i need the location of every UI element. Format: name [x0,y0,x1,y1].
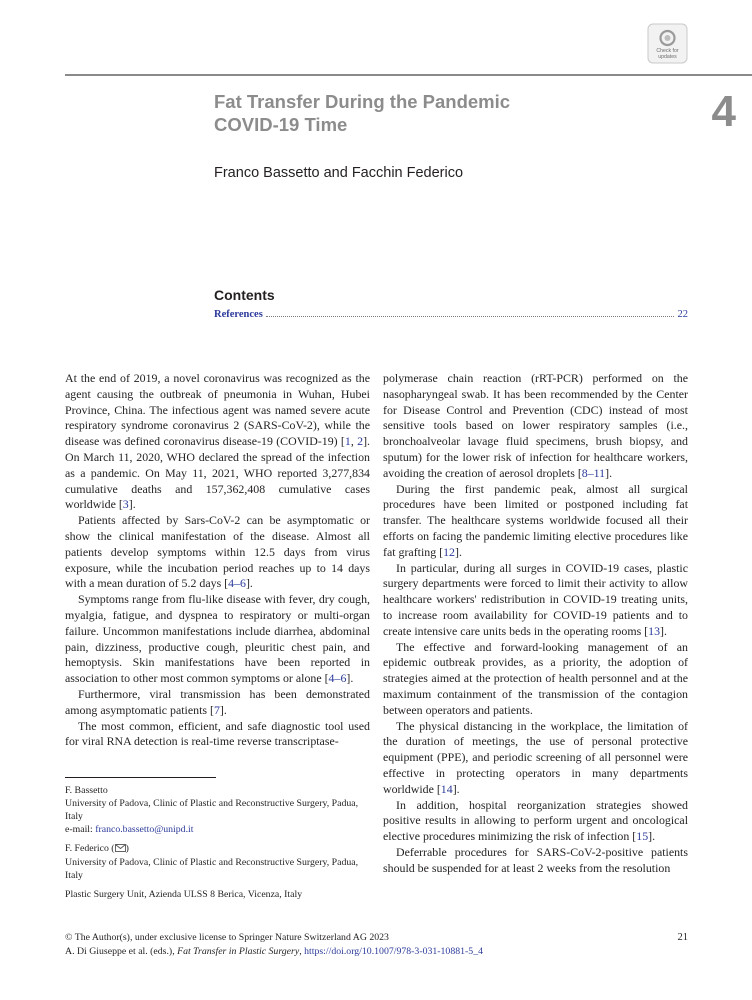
paragraph-text: ]. [660,623,667,638]
copyright-line: © The Author(s), under exclusive license to Springer Nature Switzerland AG 2023 [65,932,389,943]
chapter-title [214,90,614,136]
paragraph-text: ]. [219,702,227,717]
author-email-link[interactable]: franco.bassetto@unipd.it [95,824,194,835]
paragraph [383,719,688,798]
paragraph-text: polymerase chain reaction (rRT-PCR) performed on the nasopharyngeal swab. It has been recommended by the Center for Disease Control and Prevention (CDC) instead of most sensitive tools based on lower respiratory samples (i.e., bronchoalveolar lavage fluid specimens, brush biopsy, and sputum) for the lower risk of infection for healthcare workers, avoiding the creation of aerosol droplets [ [383,371,688,480]
author-name [65,842,370,856]
paragraph-text: Patients affected by Sars-CoV-2 can be asymptomatic or show the clinical manifestation of the disease. Almost all patients develop symptoms within 12.5 days from virus exposure, while the incubation period reaches up to 14 days with a mean duration of 5.2 days [ [65,513,370,591]
paragraph [65,513,370,592]
citation-link[interactable]: 8–11 [581,465,606,480]
author-affiliation: Plastic Surgery Unit, Azienda ULSS 8 Berica, Vicenza, Italy [65,889,303,900]
paragraph-text: During the first pandemic peak, almost all surgical procedures have been limited or postponed including fat transfer. The healthcare systems worldwide focused all their efforts on facing the pandemic limiting elective procedures like fat grafting [ [383,481,688,559]
paragraph-text: ]. [648,829,656,844]
footnote-rule [65,777,216,778]
citation-link[interactable]: 15 [636,829,649,844]
citation-link[interactable]: 1 [344,434,351,449]
paragraph-text: The most common, efficient, and safe diagnostic tool used for viral RNA detection is real-time reverse transcriptase- [65,718,370,749]
paragraph [383,798,688,845]
citation-text: A. Di Giuseppe et al. (eds.), [65,945,178,957]
citation-link[interactable]: 4–6 [228,576,246,591]
paragraph-text: Symptoms range from flu-like disease with fever, dry cough, myalgia, fatigue, and dyspnea to respiratory or multi-organ failure. Uncommon manifestations include diarrhea, abdominal pain, dizziness, productive cough, pleuritic chest pain, and hemoptysis. Skin manifestations have been reported in association to other most common symptoms or alone [ [65,592,370,686]
check-for-updates-badge[interactable] [647,23,688,64]
book-title: Fat Transfer in Plastic Surgery [177,945,300,957]
paragraph-text: In particular, during all surges in COVID-19 cases, plastic surgery departments were forced to limit their activity to allow healthcare workers' redistribution in COVID-19 treating units, to increase room availability for COVID-19 patients and to create intensive care units beds in the operating rooms [ [383,560,688,638]
author-affiliation: University of Padova, Clinic of Plastic and Reconstructive Surgery, Padua, Italy [65,857,359,881]
author-email-line [65,823,370,836]
paragraph [383,482,688,561]
paragraph [383,845,688,877]
toc-entry-references[interactable] [214,309,688,325]
paragraph-text: ]. [605,465,613,480]
toc-dot-leader [266,316,674,317]
email-label: e-mail: [65,824,96,835]
paragraph [65,592,370,687]
paragraph [383,561,688,640]
paragraph [65,719,370,751]
paragraph-text: In addition, hospital reorganization strategies showed positive results in allowing to perform urgent and oncological elective procedures minimizing the risk of infection [ [383,797,688,844]
paragraph-text: ]. [454,544,462,559]
body-column-left [65,371,370,750]
paragraph [383,371,688,482]
paragraph-text: At the end of 2019, a novel coronavirus was recognized as the agent causing the outbreak of pneumonia in Wuhan, Hubei Province, China. The infectious agent was named severe acute respiratory syndrome coronavirus 2 (SARS-CoV-2), while the disease was defined coronavirus disease-19 (COVID-19) [ [65,371,370,449]
doi-link[interactable]: https://doi.org/10.1007/978-3-031-10881-5_4 [304,945,483,957]
paragraph-text: , [350,434,358,449]
chapter-number: 4 [711,87,736,136]
paragraph-text: Deferrable procedures for SARS-CoV-2-positive patients should be suspended for at least 2 weeks from the resolution [383,844,688,875]
chapter-title-line1: Fat Transfer During the Pandemic [214,91,511,112]
paragraph-text: ]. [346,671,354,686]
paragraph [65,687,370,719]
paragraph-text: ]. [245,576,253,591]
paragraph [383,640,688,719]
svg-text:Check for: Check for [656,48,679,54]
paragraph-text: ]. [452,781,460,796]
paragraph-text: The physical distancing in the workplace, the limitation of the duration of meetings, the use of personal protective equipment (PPE), and periodic screening of all personnel were effective in protecting operators in many departments worldwide [ [383,718,688,796]
citation-line [65,945,688,959]
paragraph-text: ]. [128,497,136,512]
toc-entry-label[interactable]: References [214,309,263,320]
body-column-right [383,371,688,877]
citation-link[interactable]: 13 [648,623,661,638]
paragraph [65,371,370,513]
citation-link[interactable]: 2 [357,434,364,449]
paragraph-text: The effective and forward-looking management of an epidemic outbreak provides, as a priority, the adoption of strategies aimed at the protection of health personnel and at the maximum containment of the transmission of the contagion between operators and patients. [383,639,688,717]
paragraph-text: ]. On March 11, 2020, WHO declared the spread of the infection as a pandemic. On May 11, 2021, WHO reported 3,277,834 cumulative deaths and 157,362,408 cumulative cases worldwide [ [65,434,370,512]
citation-link[interactable]: 14 [440,781,453,796]
author-name: F. Bassetto [65,785,108,796]
author-affiliation: University of Padova, Clinic of Plastic and Reconstructive Surgery, Padua, Italy [65,798,359,822]
citation-link[interactable]: 7 [213,702,220,717]
header-rule [65,74,752,76]
author-name-text: F. Federico ( [65,843,115,854]
author-footnotes [65,784,370,901]
chapter-authors: Franco Bassetto and Facchin Federico [214,165,464,181]
chapter-title-line2: COVID-19 Time [214,114,348,135]
envelope-icon[interactable] [115,843,126,856]
page-footer [65,931,688,958]
svg-text:updates: updates [658,54,677,60]
author-name-text: ) [125,843,129,854]
paragraph-text: Furthermore, viral transmission has been demonstrated among asymptomatic patients [ [65,686,370,717]
check-for-updates-icon [647,23,688,64]
citation-text: , [299,945,305,957]
contents-heading: Contents [214,287,275,303]
toc-entry-page[interactable]: 22 [677,309,688,320]
page-number: 21 [677,932,688,943]
citation-link[interactable]: 3 [122,497,129,512]
citation-link[interactable]: 4–6 [328,671,347,686]
citation-link[interactable]: 12 [443,544,455,559]
